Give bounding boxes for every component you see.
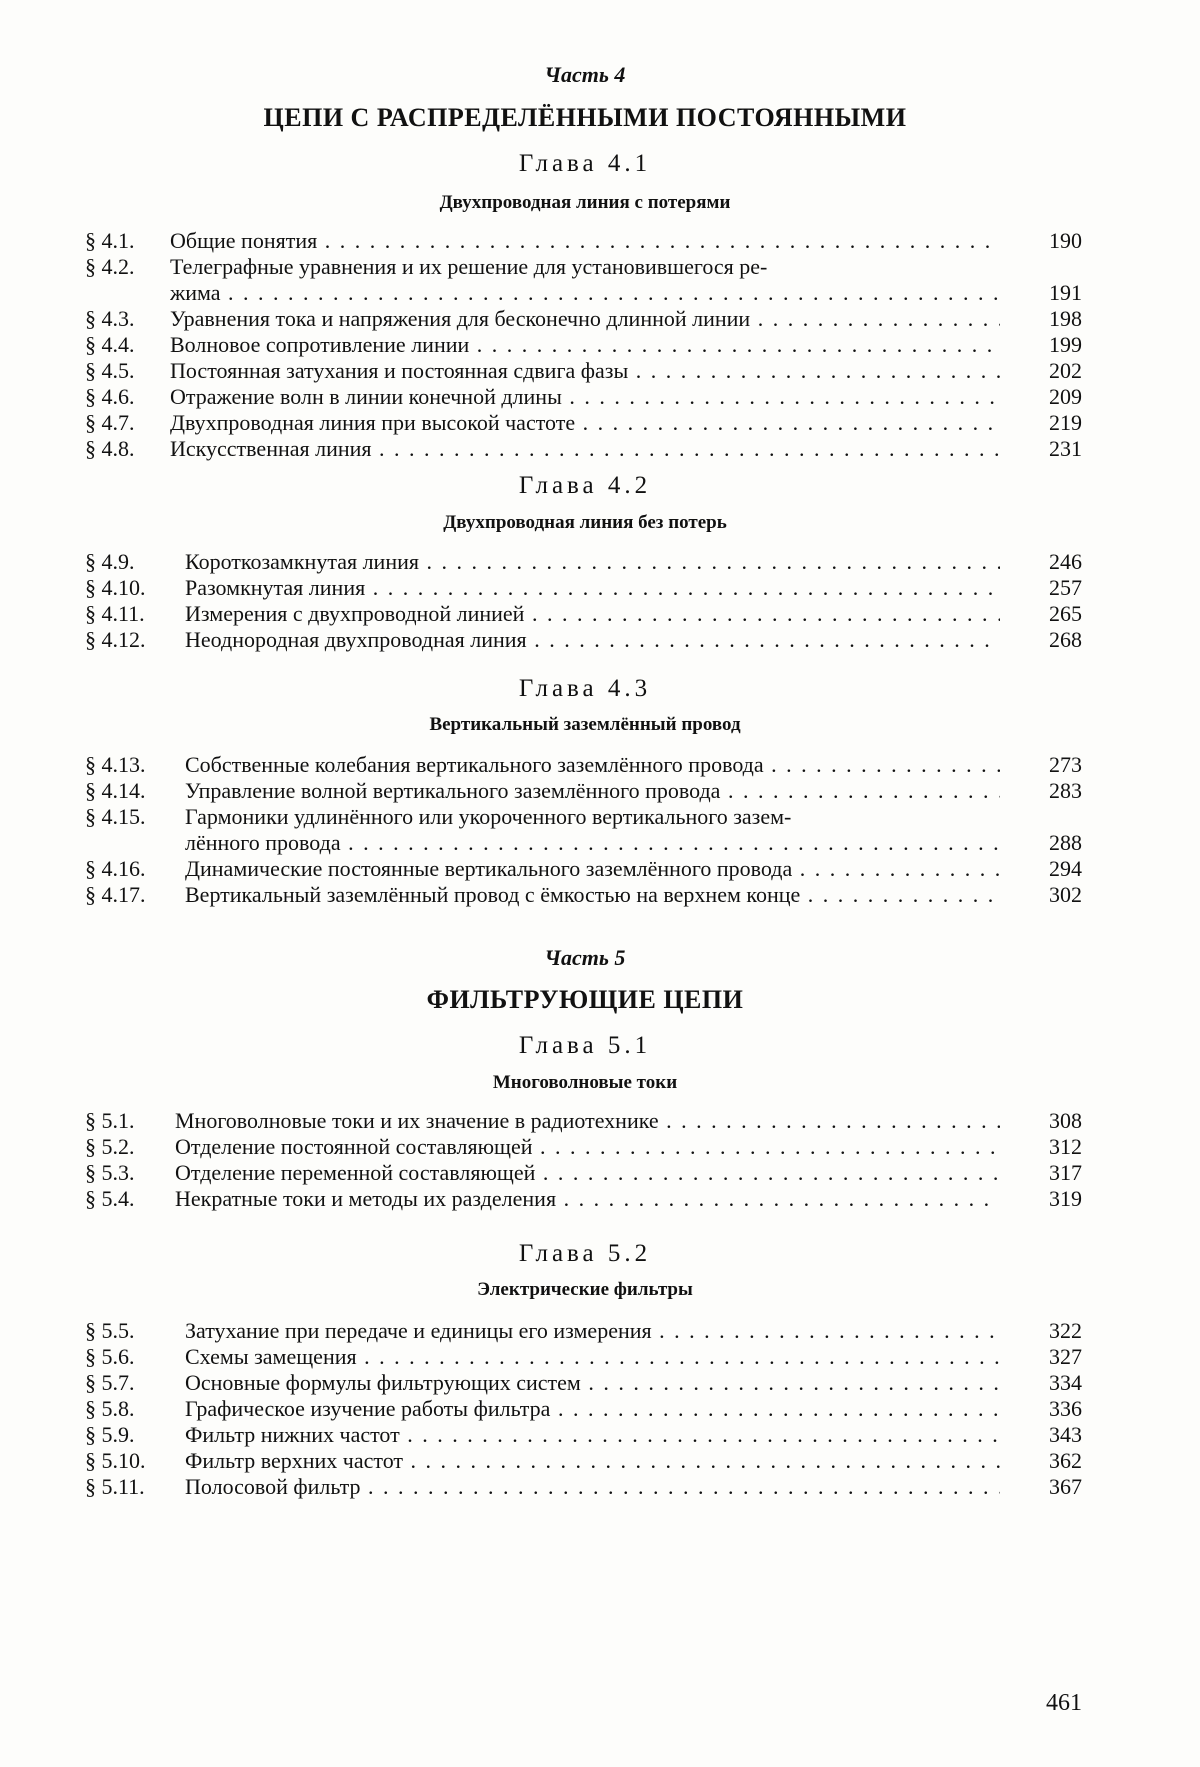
toc-entry <box>0 254 1200 306</box>
toc-list <box>0 1318 1200 1500</box>
page-ref: 302 <box>1049 882 1082 907</box>
page-ref: 319 <box>1049 1186 1082 1211</box>
page-ref: 322 <box>1049 1318 1082 1343</box>
entry-title <box>170 254 1000 306</box>
chapter-title: Электрические фильтры <box>477 1279 693 1300</box>
entry-title-text: Графическое изучение работы фильтра . . . <box>185 1396 1000 1422</box>
section-number: § 5.7. <box>85 1370 135 1395</box>
entry-title-text: Уравнения тока и напряжения для бесконечно длинной линии . . . <box>170 306 1000 332</box>
page-ref: 288 <box>1049 830 1082 855</box>
chapter-label: Глава 4.2 <box>518 472 652 499</box>
entry-title-text: Динамические постоянные вертикального заземлённого провода . . . <box>185 856 1000 882</box>
section-number: § 4.13. <box>85 752 146 777</box>
section-number: § 4.1. <box>85 228 135 253</box>
entry-title-text: Неоднородная двухпроводная линия . . . <box>185 627 1000 653</box>
entry-title <box>185 752 1000 778</box>
entry-title <box>185 1344 1000 1370</box>
toc-entry <box>0 1134 1200 1160</box>
toc-entry <box>0 1422 1200 1448</box>
entry-title-text: Некратные токи и методы их разделения . . . <box>175 1186 1000 1212</box>
toc-entry <box>0 778 1200 804</box>
section-number: § 4.7. <box>85 410 135 435</box>
section-number: § 5.5. <box>85 1318 135 1343</box>
entry-title-text: Измерения с двухпроводной линией . . . <box>185 601 1000 627</box>
entry-title <box>185 804 1000 856</box>
entry-title-text: Телеграфные уравнения и их решение для установившегося ре- <box>170 254 768 279</box>
section-number: § 4.11. <box>85 601 145 626</box>
entry-title-text: Короткозамкнутая линия . . . <box>185 549 1000 575</box>
entry-title <box>185 1474 1000 1500</box>
entry-title <box>170 228 1000 254</box>
toc-entry <box>0 358 1200 384</box>
entry-title <box>185 778 1000 804</box>
entry-title-text: Отражение волн в линии конечной длины . . . <box>170 384 1000 410</box>
entry-title-text: Отделение переменной составляющей . . . <box>175 1160 1000 1186</box>
entry-title-text: Схемы замещения . . . <box>185 1344 1000 1370</box>
toc-entry <box>0 1318 1200 1344</box>
entry-title-text: Волновое сопротивление линии . . . <box>170 332 1000 358</box>
part-label: Часть 5 <box>544 945 626 970</box>
section-number: § 4.15. <box>85 804 146 829</box>
page-number: 461 <box>1046 1690 1082 1716</box>
section-number: § 5.9. <box>85 1422 135 1447</box>
section-number: § 4.16. <box>85 856 146 881</box>
section-number: § 4.12. <box>85 627 146 652</box>
entry-title-continuation: жима . . . <box>170 280 1000 306</box>
toc-entry <box>0 601 1200 627</box>
chapter-label: Глава 4.3 <box>518 675 652 702</box>
toc-entry <box>0 1448 1200 1474</box>
section-number: § 5.11. <box>85 1474 145 1499</box>
page-ref: 343 <box>1049 1422 1082 1447</box>
entry-title-text: Основные формулы фильтрующих систем . . . <box>185 1370 1000 1396</box>
entry-title-text: Собственные колебания вертикального заземлённого провода . . . <box>185 752 1000 778</box>
toc-entry <box>0 549 1200 575</box>
section-number: § 4.8. <box>85 436 135 461</box>
entry-title-text: Гармоники удлинённого или укороченного вертикального зазем- <box>185 804 792 829</box>
page-ref: 308 <box>1049 1108 1082 1133</box>
entry-title <box>185 627 1000 653</box>
page-ref: 265 <box>1049 601 1082 626</box>
entry-title <box>185 1448 1000 1474</box>
page-ref: 317 <box>1049 1160 1082 1185</box>
page-ref: 190 <box>1049 228 1082 253</box>
toc-entry <box>0 436 1200 462</box>
entry-title <box>170 410 1000 436</box>
entry-title-text: Отделение постоянной составляющей . . . <box>175 1134 1000 1160</box>
entry-title <box>185 575 1000 601</box>
page-ref: 209 <box>1049 384 1082 409</box>
toc-entry <box>0 384 1200 410</box>
toc-entry <box>0 1186 1200 1212</box>
toc-entry <box>0 306 1200 332</box>
chapter-label: Глава 4.1 <box>518 150 652 177</box>
entry-title <box>170 384 1000 410</box>
entry-title <box>175 1160 1000 1186</box>
entry-title <box>175 1108 1000 1134</box>
page-ref: 334 <box>1049 1370 1082 1395</box>
section-number: § 4.10. <box>85 575 146 600</box>
page-ref: 312 <box>1049 1134 1082 1159</box>
entry-title-continuation: лённого провода . . . <box>185 830 1000 856</box>
entry-title <box>185 1422 1000 1448</box>
section-number: § 4.3. <box>85 306 135 331</box>
section-number: § 5.6. <box>85 1344 135 1369</box>
section-number: § 4.4. <box>85 332 135 357</box>
page-ref: 336 <box>1049 1396 1082 1421</box>
section-number: § 4.17. <box>85 882 146 907</box>
part-label: Часть 4 <box>544 62 626 87</box>
entry-title-text: Многоволновые токи и их значение в радиотехнике . . . <box>175 1108 1000 1134</box>
toc-entry <box>0 1108 1200 1134</box>
chapter-title: Двухпроводная линия без потерь <box>443 512 727 533</box>
section-number: § 4.2. <box>85 254 135 279</box>
entry-title <box>185 1318 1000 1344</box>
page-ref: 257 <box>1049 575 1082 600</box>
toc-entry <box>0 1474 1200 1500</box>
section-number: § 5.4. <box>85 1186 135 1211</box>
entry-title <box>185 1396 1000 1422</box>
entry-title <box>185 882 1000 908</box>
section-number: § 5.8. <box>85 1396 135 1421</box>
toc-entry <box>0 1396 1200 1422</box>
page-ref: 268 <box>1049 627 1082 652</box>
toc-entry <box>0 627 1200 653</box>
entry-title <box>175 1186 1000 1212</box>
entry-title-text: Полосовой фильтр . . . <box>185 1474 1000 1500</box>
chapter-title: Многоволновые токи <box>492 1072 678 1093</box>
page-ref: 231 <box>1049 436 1082 461</box>
section-number: § 5.10. <box>85 1448 146 1473</box>
page-ref: 273 <box>1049 752 1082 777</box>
toc-entry <box>0 856 1200 882</box>
section-number: § 4.5. <box>85 358 135 383</box>
entry-title-text: Фильтр нижних частот . . . <box>185 1422 1000 1448</box>
entry-title <box>170 358 1000 384</box>
entry-title <box>170 332 1000 358</box>
page-ref: 191 <box>1049 280 1082 305</box>
entry-title-text: Вертикальный заземлённый провод с ёмкостью на верхнем конце . . . <box>185 882 1000 908</box>
page-ref: 219 <box>1049 410 1082 435</box>
page-ref: 246 <box>1049 549 1082 574</box>
toc-entry <box>0 882 1200 908</box>
toc-list <box>0 752 1200 908</box>
entry-title <box>175 1134 1000 1160</box>
section-number: § 5.1. <box>85 1108 135 1133</box>
entry-title-text: Затухание при передаче и единицы его измерения . . . <box>185 1318 1000 1344</box>
section-number: § 4.14. <box>85 778 146 803</box>
page-ref: 367 <box>1049 1474 1082 1499</box>
toc-entry <box>0 752 1200 778</box>
page-ref: 199 <box>1049 332 1082 357</box>
page-ref: 202 <box>1049 358 1082 383</box>
entry-title <box>185 549 1000 575</box>
entry-title <box>170 306 1000 332</box>
entry-title-text: Фильтр верхних частот . . . <box>185 1448 1000 1474</box>
section-number: § 4.9. <box>85 549 135 574</box>
chapter-label: Глава 5.2 <box>518 1240 652 1267</box>
toc-entry <box>0 332 1200 358</box>
entry-title <box>185 601 1000 627</box>
part-title: ЦЕПИ С РАСПРЕДЕЛЁННЫМИ ПОСТОЯННЫМИ <box>263 103 907 132</box>
section-number: § 5.2. <box>85 1134 135 1159</box>
toc-entry <box>0 804 1200 856</box>
page-ref: 198 <box>1049 306 1082 331</box>
chapter-label: Глава 5.1 <box>518 1032 652 1059</box>
entry-title-text: Двухпроводная линия при высокой частоте . . . <box>170 410 1000 436</box>
section-number: § 4.6. <box>85 384 135 409</box>
toc-entry <box>0 410 1200 436</box>
entry-title-text: Общие понятия . . . <box>170 228 1000 254</box>
page-ref: 294 <box>1049 856 1082 881</box>
page-ref: 283 <box>1049 778 1082 803</box>
page-ref: 327 <box>1049 1344 1082 1369</box>
toc-entry <box>0 1370 1200 1396</box>
toc-entry <box>0 1344 1200 1370</box>
page-ref: 362 <box>1049 1448 1082 1473</box>
toc-list <box>0 1108 1200 1212</box>
toc-entry <box>0 1160 1200 1186</box>
part-title: ФИЛЬТРУЮЩИЕ ЦЕПИ <box>426 985 744 1014</box>
chapter-title: Двухпроводная линия с потерями <box>439 192 731 213</box>
section-number: § 5.3. <box>85 1160 135 1185</box>
entry-title <box>185 856 1000 882</box>
entry-title-text: Управление волной вертикального заземлённого провода . . . <box>185 778 1000 804</box>
entry-title-text: Постоянная затухания и постоянная сдвига фазы . . . <box>170 358 1000 384</box>
toc-entry <box>0 228 1200 254</box>
entry-title-text: Разомкнутая линия . . . <box>185 575 1000 601</box>
toc-list <box>0 549 1200 653</box>
toc-entry <box>0 575 1200 601</box>
entry-title <box>170 436 1000 462</box>
entry-title <box>185 1370 1000 1396</box>
entry-title-text: Искусственная линия . . . <box>170 436 1000 462</box>
chapter-title: Вертикальный заземлённый провод <box>429 714 741 735</box>
toc-list <box>0 228 1200 462</box>
